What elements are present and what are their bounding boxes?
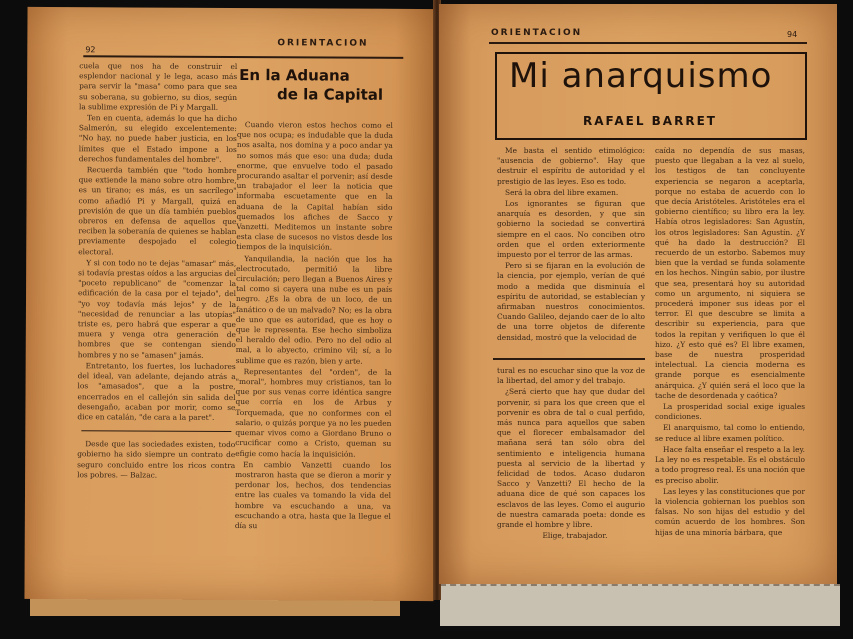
paragraph: Los ignorantes se figuran que anarquía es desorden, y que sin gobierno la sociedad se convertirá siempre en el caos. No conciben otro orden que el orden exteriormente impuesto por el terror de las armas.: [497, 199, 645, 260]
quote-balzac: Desde que las sociedades existen, todo gobierno ha sido siempre un contrato de seguro concluido entre los ricos contra los pobres. — Balzac.: [77, 439, 236, 480]
left-column-1: [76, 61, 237, 601]
right-column-1-top: [497, 146, 645, 358]
paragraph: Y si con todo no te dejas "amasar" más, si todavía prestas oídos a las argucias del "poceto republicano" de "comenzar la edificación de la casa por el tejado", del "yo voy todavía más lejos" y de la "necesidad de renunciar a las utopías" triste es, pero habrá que esperar a que muera y venga otra generación de hombres que se contengan siendo hombres y no se "amasen" jamás.: [77, 258, 237, 360]
header-rule: [489, 42, 807, 44]
paragraph: Será la obra del libre examen.: [505, 187, 619, 197]
running-head: ORIENTACION: [277, 38, 369, 49]
page-edge-right: [440, 584, 840, 626]
page-number: 92: [85, 45, 96, 55]
article-title-line-1: En la Aduana: [239, 66, 350, 85]
article-title: [235, 66, 383, 105]
paragraph: caída no dependía de sus masas, puesto que llegaban a la vez al suelo, los testigos de tan concluyente experiencia se negaron a aceptarla, porque no estaba de acuerdo con lo que decía Aristóteles. Aristóteles era el gobierno científico; su libro era la ley. Había otros legisladores: San Agustín, los otros legisladores: San Agustín. ¿Y qué ha dado la destrucción? El recuerdo de un estorbo. Sabemos muy bien que la verdad se funda solamente en los hechos. Ningún sabio, por ilustre que sea, presentará hoy su autoridad como un argumento, ni siquiera se procederá imponer sus ideas por el terror. El que descubre se limita a describir su experiencia, para que todos la repitan y verifiquen lo que él hizo. ¿Y esto qué es? El libre examen, base de nuestra prosperidad intelectual. La ciencia moderna es grande porque es esencialmente anárquica. ¿Y quién será el loco que la tache de desordenada y caótica?: [655, 146, 805, 400]
paragraph: En cambio Vanzetti cuando los mostraron hasta que se dieron a morir y perdonar los, hechos, dos tendencias entre las cuales va tomando la vida del hombre va escuchando a una, va escuchando a otra, hasta que la llegue el día su: [234, 459, 392, 531]
page-edge-left: [30, 598, 400, 616]
right-column-1-bottom: [497, 366, 645, 566]
paragraph: Las leyes y las constituciones que por la violencia gobiernan los pueblos son falsas. No son hijas del estudio y del común acuerdo de los hombres. Son hijas de una minoría bárbara, que: [655, 486, 805, 537]
right-column-2: [655, 146, 805, 566]
paragraph: tural es no escuchar sino que la voz de la libertad, del amor y del trabajo.: [497, 366, 645, 386]
column-divider-rule: [493, 358, 645, 360]
paragraph: Ten en cuenta, además lo que ha dicho Salmerón, su elegido excelentemente: "No hay, no puede haber justicia, en los límites que el Estado impone a los derechos fundamentales del hombre".: [78, 113, 237, 164]
left-page: [24, 7, 436, 601]
running-head: ORIENTACION: [491, 28, 583, 38]
article-author: RAFAEL BARRET: [583, 114, 717, 128]
page-number: 94: [787, 30, 798, 39]
article-title: Mi anarquismo: [509, 56, 773, 96]
paragraph: El anarquismo, tal como lo entiendo, se reduce al libre examen político.: [655, 423, 805, 443]
paragraph: Representantes del "orden", de la "moral", hombres muy cristianos, tan lo que por sus venas corre idéntica sangre que corría en los de Arbus y Torquemada, que no conformes con el salario, o quizás porque ya no les pueden quemar vivos como a Giordano Bruno o crucificar como a Cristo, queman su efigie como hacía la inquisición.: [235, 366, 392, 459]
paragraph: Entretanto, los fuertes, los luchadores del ideal, van adelante, dejando atrás a los "amasados", que a la postre, encerrados en el callejón sin salida del desengaño, acaban por morir, como se dice en catalán, "de cara a la paret".: [77, 361, 236, 422]
right-page: [439, 4, 837, 584]
header-rule: [83, 55, 403, 59]
paragraph: Recuerda también que "todo hombre que extiende la mano sobre otro hombre, es un tirano; es más, es un sacrílego" como añadió Pi y Margall, quizá en previsión de que un día también pueblos obreros en defensa de aquellos que reciben la soberanía de quienes se hablan previamente despojado el colegio electoral.: [78, 165, 237, 257]
left-column-2: [234, 120, 393, 601]
paragraph: Me basta el sentido etimológico: "ausencia de gobierno". Hay que destruir el espíritu de autoridad y el prestigio de las leyes. Eso es todo.: [497, 146, 645, 186]
paragraph: cuela que nos ha de construir el esplendor nacional y le lega, acaso más para servir la "masa" como para que sea su soberana, su gobierno, su dios, según la sublime expresión de Pi y Margall.: [79, 61, 238, 112]
paragraph: La prosperidad social exige iguales condiciones.: [655, 402, 805, 422]
paragraph: Pero si se fijaran en la evolución de la ciencia, por ejemplo, verían de qué modo a medida que disminuía el espíritu de autoridad, se establecían y afirmaban nuestros conocimientos. Cuando Galileo, dejando caer de lo alto de una torre objetos de diferente densidad, mostró que la velocidad de: [497, 261, 645, 342]
paragraph: Hace falta enseñar el respeto a la ley. La ley no es respetable. Es el obstáculo a todo progreso real. Es una noción que es preciso abolir.: [655, 444, 805, 485]
paragraph: ¿Será cierto que hay que dudar del porvenir, si para los que creen que el porvenir es obra de tal o cual perfido, más nunca para aquellos que saben que el florecer embalsamador del mañana será tan sólo obra del sentimiento e inteligencia humana puesta al servicio de la libertad y felicidad de todos. Acaso dudaron Sacco y Vanzetti? El hecho de la aduana dice de qué son capaces los esclavos de las leyes. Como el augurio de nuestra camarada poeta: donde es grande el hombre y libre.: [497, 387, 645, 530]
paragraph: Yanquilandia, la nación que los ha electrocutado, permitió la libre circulación; pero llegan a Buenos Aires y tal como si cayera una nube es un país negro. ¿Es la obra de un loco, de un fanático o de un malvado? No; es la obra de uno que es autoridad, que es hoy o que le representa. Ese hecho simboliza el heraldo del odio. Pero no del odio al mal, a lo abyecto, crimino vil; sí, a lo sublime que es razón, bien y arte.: [235, 253, 393, 366]
section-divider: [81, 430, 231, 432]
closing-line: Elige, trabajador.: [542, 531, 608, 541]
paragraph: Cuando vieron estos hechos como el que nos ocupa; es indudable que la duda nos asalta, nos domina y a poco andar ya no somos más que eso: una duda; duda enorme, que envuelve todo el pasado procurando asaltar el porvenir; así desde un trabajador el leer la noticia que informaba escuetamente que en la aduana de la Capital habían sido quemados los afiches de Sacco y Vanzetti. Meditemos un instante sobre esta clase de sucesos no vistos desde los tiempos de la inquisición.: [236, 120, 393, 252]
article-title-line-2: de la Capital: [276, 85, 384, 104]
